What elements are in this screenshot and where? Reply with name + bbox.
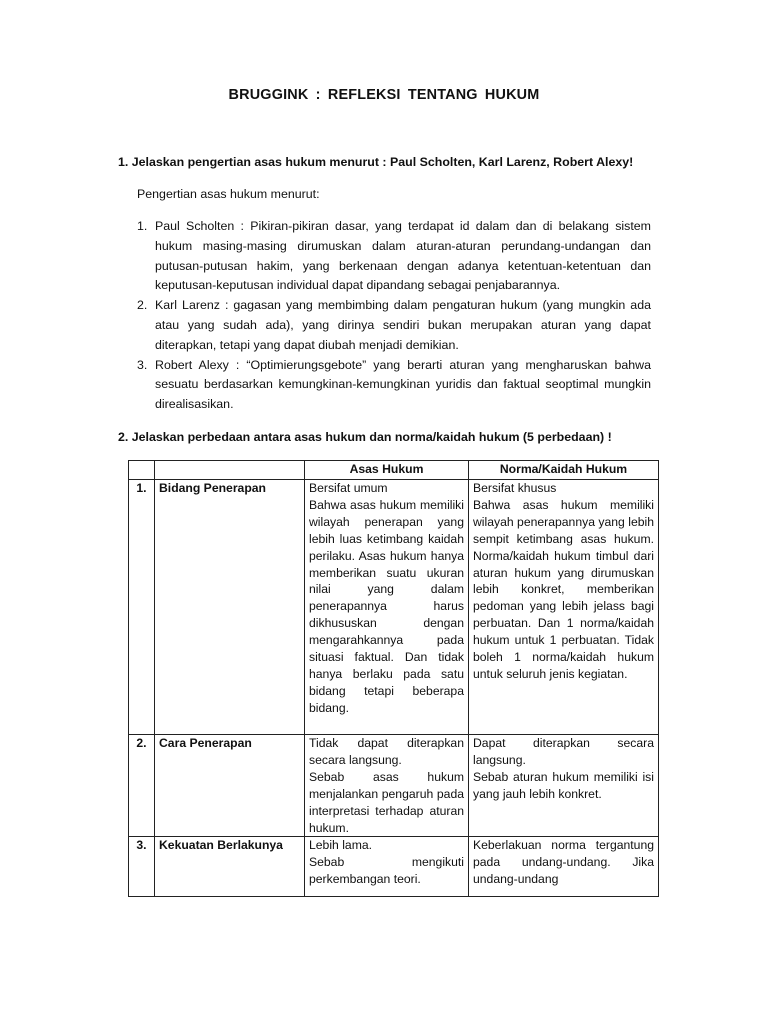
cell-paragraph: Sebab aturan hukum memiliki isi yang jauh lebih konkret. (473, 769, 654, 801)
row-criterion: Cara Penerapan (155, 735, 305, 837)
header-criterion (155, 461, 305, 480)
cell-paragraph: Sebab mengikuti perkembangan teori. (309, 855, 464, 887)
header-asas-hukum: Asas Hukum (305, 461, 469, 480)
definition-text: Robert Alexy : “Optimierungsgebote” yang berarti aturan yang mengharuskan bahwa sesuatu berdasarkan kemungkinan-kemungkinan yuridis dan faktual seoptimal mungkin direalisasikan. (155, 357, 651, 412)
cell-paragraph: Dapat diterapkan secara langsung. (473, 736, 654, 767)
table-row (129, 735, 659, 837)
question-1: 1. Jelaskan pengertian asas hukum menurut : Paul Scholten, Karl Larenz, Robert Alexy! (118, 155, 634, 169)
row-number: 1. (129, 480, 155, 735)
cell-paragraph: Bahwa asas hukum memiliki wilayah penerapannya yang lebih sempit ketimbang asas hukum. Norma/kaidah hukum timbul dari aturan hukum yang dirumuskan lebih konkret, memberikan pedoman yang lebih jelass bagi perbuatan. Dan 1 norma/kaidah hukum untuk 1 perbuatan. Tidak boleh 1 norma/kaidah hukum untuk seluruh jenis kegiatan. (473, 497, 654, 681)
asas-hukum-cell (305, 735, 469, 837)
table-row (129, 480, 659, 735)
comparison-table (128, 460, 659, 897)
definition-item (137, 296, 651, 355)
row-number: 3. (129, 837, 155, 897)
cell-paragraph: Bersifat khusus (473, 481, 557, 495)
norma-hukum-cell (469, 735, 659, 837)
intro-text: Pengertian asas hukum menurut: (137, 187, 320, 201)
document-title: BRUGGINK : REFLEKSI TENTANG HUKUM (228, 87, 540, 103)
definition-number: 1. (137, 219, 148, 233)
definition-list (137, 217, 651, 415)
cell-paragraph: Bahwa asas hukum memiliki wilayah penerapan yang lebih luas ketimbang kaidah perilaku. Asas hukum hanya memberikan suatu ukuran nilai yang dalam penerapannya harus dikhususkan dengan mengarahkannya pada situasi faktual. Dan tidak hanya berlaku pada satu bidang tetapi beberapa bidang. (309, 497, 464, 715)
definition-number: 2. (137, 298, 148, 313)
header-norma-hukum: Norma/Kaidah Hukum (469, 461, 659, 480)
table-row (129, 837, 659, 897)
header-number (129, 461, 155, 480)
asas-hukum-cell (305, 480, 469, 735)
definition-text: Karl Larenz : gagasan yang membimbing dalam pengaturan hukum (yang mungkin ada atau yang sudah ada), yang dirinya sendiri bukan merupakan aturan yang dapat diterapkan, tetapi yang dapat diubah menjadi demikian. (155, 298, 651, 352)
norma-hukum-cell (469, 480, 659, 735)
row-criterion: Kekuatan Berlakunya (155, 837, 305, 897)
cell-paragraph: Lebih lama. (309, 838, 373, 853)
question-2: 2. Jelaskan perbedaan antara asas hukum dan norma/kaidah hukum (5 perbedaan) ! (118, 430, 612, 444)
cell-paragraph: Bersifat umum (309, 481, 388, 495)
cell-paragraph: Sebab asas hukum menjalankan pengaruh pada interpretasi terhadap aturan hukum. (309, 769, 464, 835)
definition-number: 3. (137, 357, 148, 372)
table-header-row (129, 461, 659, 480)
asas-hukum-cell (305, 837, 469, 897)
definition-item (137, 356, 651, 415)
cell-paragraph: Tidak dapat diterapkan secara langsung. (309, 736, 464, 767)
row-criterion: Bidang Penerapan (155, 480, 305, 735)
definition-text: Paul Scholten : Pikiran-pikiran dasar, yang terdapat id dalam dan di belakang sistem hukum masing-masing dirumuskan dalam aturan-aturan perundang-undangan dan putusan-putusan hakim, yang berkenaan dengan adanya ketentuan-ketentuan dan keputusan-keputusan individual dapat dipandang sebagai penjabarannya. (155, 219, 651, 293)
row-number: 2. (129, 735, 155, 837)
norma-hukum-cell: Keberlakuan norma tergantung pada undang-undang. Jika undang-undang (469, 837, 659, 897)
definition-item (137, 217, 651, 296)
